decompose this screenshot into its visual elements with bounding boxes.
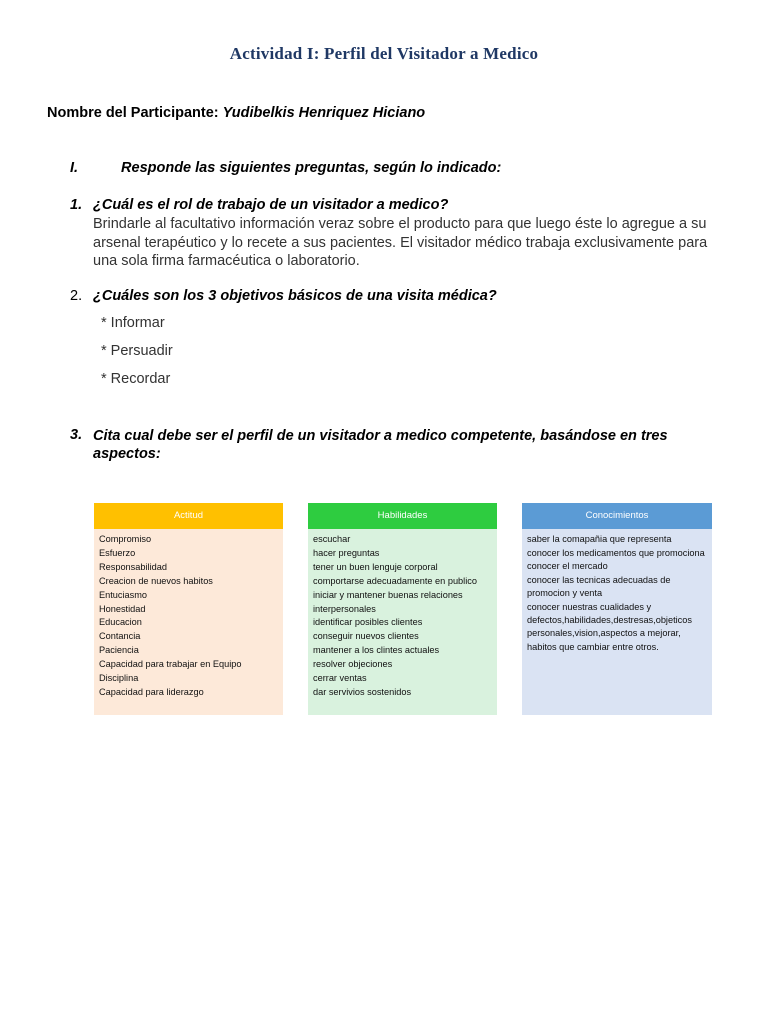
box-list-item: saber la comapañia que representa xyxy=(527,534,672,544)
participant-name: Yudibelkis Henriquez Hiciano xyxy=(222,105,426,121)
question-text: Cita cual debe ser el perfil de un visitador a medico competente, basándose en tres aspectos: xyxy=(93,428,668,462)
section-number: I. xyxy=(70,160,79,176)
box-list-item: Esfuerzo xyxy=(99,547,136,558)
box-list-item: conocer nuestras cualidades y defectos,habilidades,destresas,objeticos personales,vision,aspectos a mejorar, habitos que cambiar entre otros. xyxy=(527,602,692,652)
box-list-item: Entuciasmo xyxy=(99,589,148,600)
box-list-item: identificar posibles clientes xyxy=(313,617,423,628)
box-header: Conocimientos xyxy=(522,503,712,529)
actitud-box xyxy=(94,503,283,715)
box-list-item: conseguir nuevos clientes xyxy=(313,631,419,642)
box-header: Habilidades xyxy=(308,503,497,529)
objective-item: * Recordar xyxy=(101,371,171,387)
box-list-item: resolver objeciones xyxy=(313,659,393,670)
box-list-item: mantener a los clintes actuales xyxy=(313,645,440,656)
question-number: 3. xyxy=(70,427,83,443)
box-list-item: Disciplina xyxy=(99,673,139,684)
conocimientos-box xyxy=(522,503,712,715)
participant-line xyxy=(47,105,425,121)
box-list-item: Educacion xyxy=(99,617,142,628)
box-list-item: conocer las tecnicas adecuadas de promocion y venta xyxy=(527,575,671,599)
box-list-item: dar servivios sostenidos xyxy=(313,686,412,697)
objective-item: * Informar xyxy=(101,315,165,331)
box-list-item: Capacidad para trabajar en Equipo xyxy=(99,659,242,670)
box-list-item: hacer preguntas xyxy=(313,547,380,558)
box-list xyxy=(308,529,497,704)
section-heading xyxy=(70,160,501,176)
box-list-item: Contancia xyxy=(99,631,141,642)
box-list-item: Creacion de nuevos habitos xyxy=(99,575,213,586)
objective-item: * Persuadir xyxy=(101,343,173,359)
box-list-item: Compromiso xyxy=(99,534,152,544)
question-text: ¿Cuál es el rol de trabajo de un visitador a medico? xyxy=(93,197,449,213)
box-list-item: Responsabilidad xyxy=(99,561,167,572)
box-list-item: cerrar ventas xyxy=(313,673,367,684)
box-list-item: escuchar xyxy=(313,534,351,544)
participant-label: Nombre del Participante: xyxy=(47,105,219,121)
document-title: Actividad I: Perfil del Visitador a Medico xyxy=(229,44,539,63)
answer-text: Brindarle al facultativo información veraz sobre el producto para que luego éste lo agregue a su arsenal terapéutico y lo recete a sus pacientes. El visitador médico trabaja exclusivamente para una sola firma farmacéutica o laboratorio. xyxy=(93,216,708,269)
box-list-item: comportarse adecuadamente en publico xyxy=(313,575,477,586)
box-list xyxy=(522,529,712,658)
box-list-item: conocer los medicamentos que promociona xyxy=(527,547,705,558)
box-list-item: conocer el mercado xyxy=(527,561,608,572)
box-list xyxy=(94,529,283,704)
habilidades-box xyxy=(308,503,497,715)
section-text: Responde las siguientes preguntas, según lo indicado: xyxy=(121,160,502,176)
box-list-item: Paciencia xyxy=(99,645,139,656)
box-list-item: Capacidad para liderazgo xyxy=(99,686,204,697)
question-text: ¿Cuáles son los 3 objetivos básicos de una visita médica? xyxy=(93,288,497,304)
box-list-item: tener un buen lenguje corporal xyxy=(313,561,438,572)
question-number: 1. xyxy=(70,197,83,213)
box-list-item: Honestidad xyxy=(99,603,146,614)
box-list-item: iniciar y mantener buenas relaciones interpersonales xyxy=(313,589,463,614)
box-header: Actitud xyxy=(94,503,283,529)
question-number: 2. xyxy=(70,288,83,304)
